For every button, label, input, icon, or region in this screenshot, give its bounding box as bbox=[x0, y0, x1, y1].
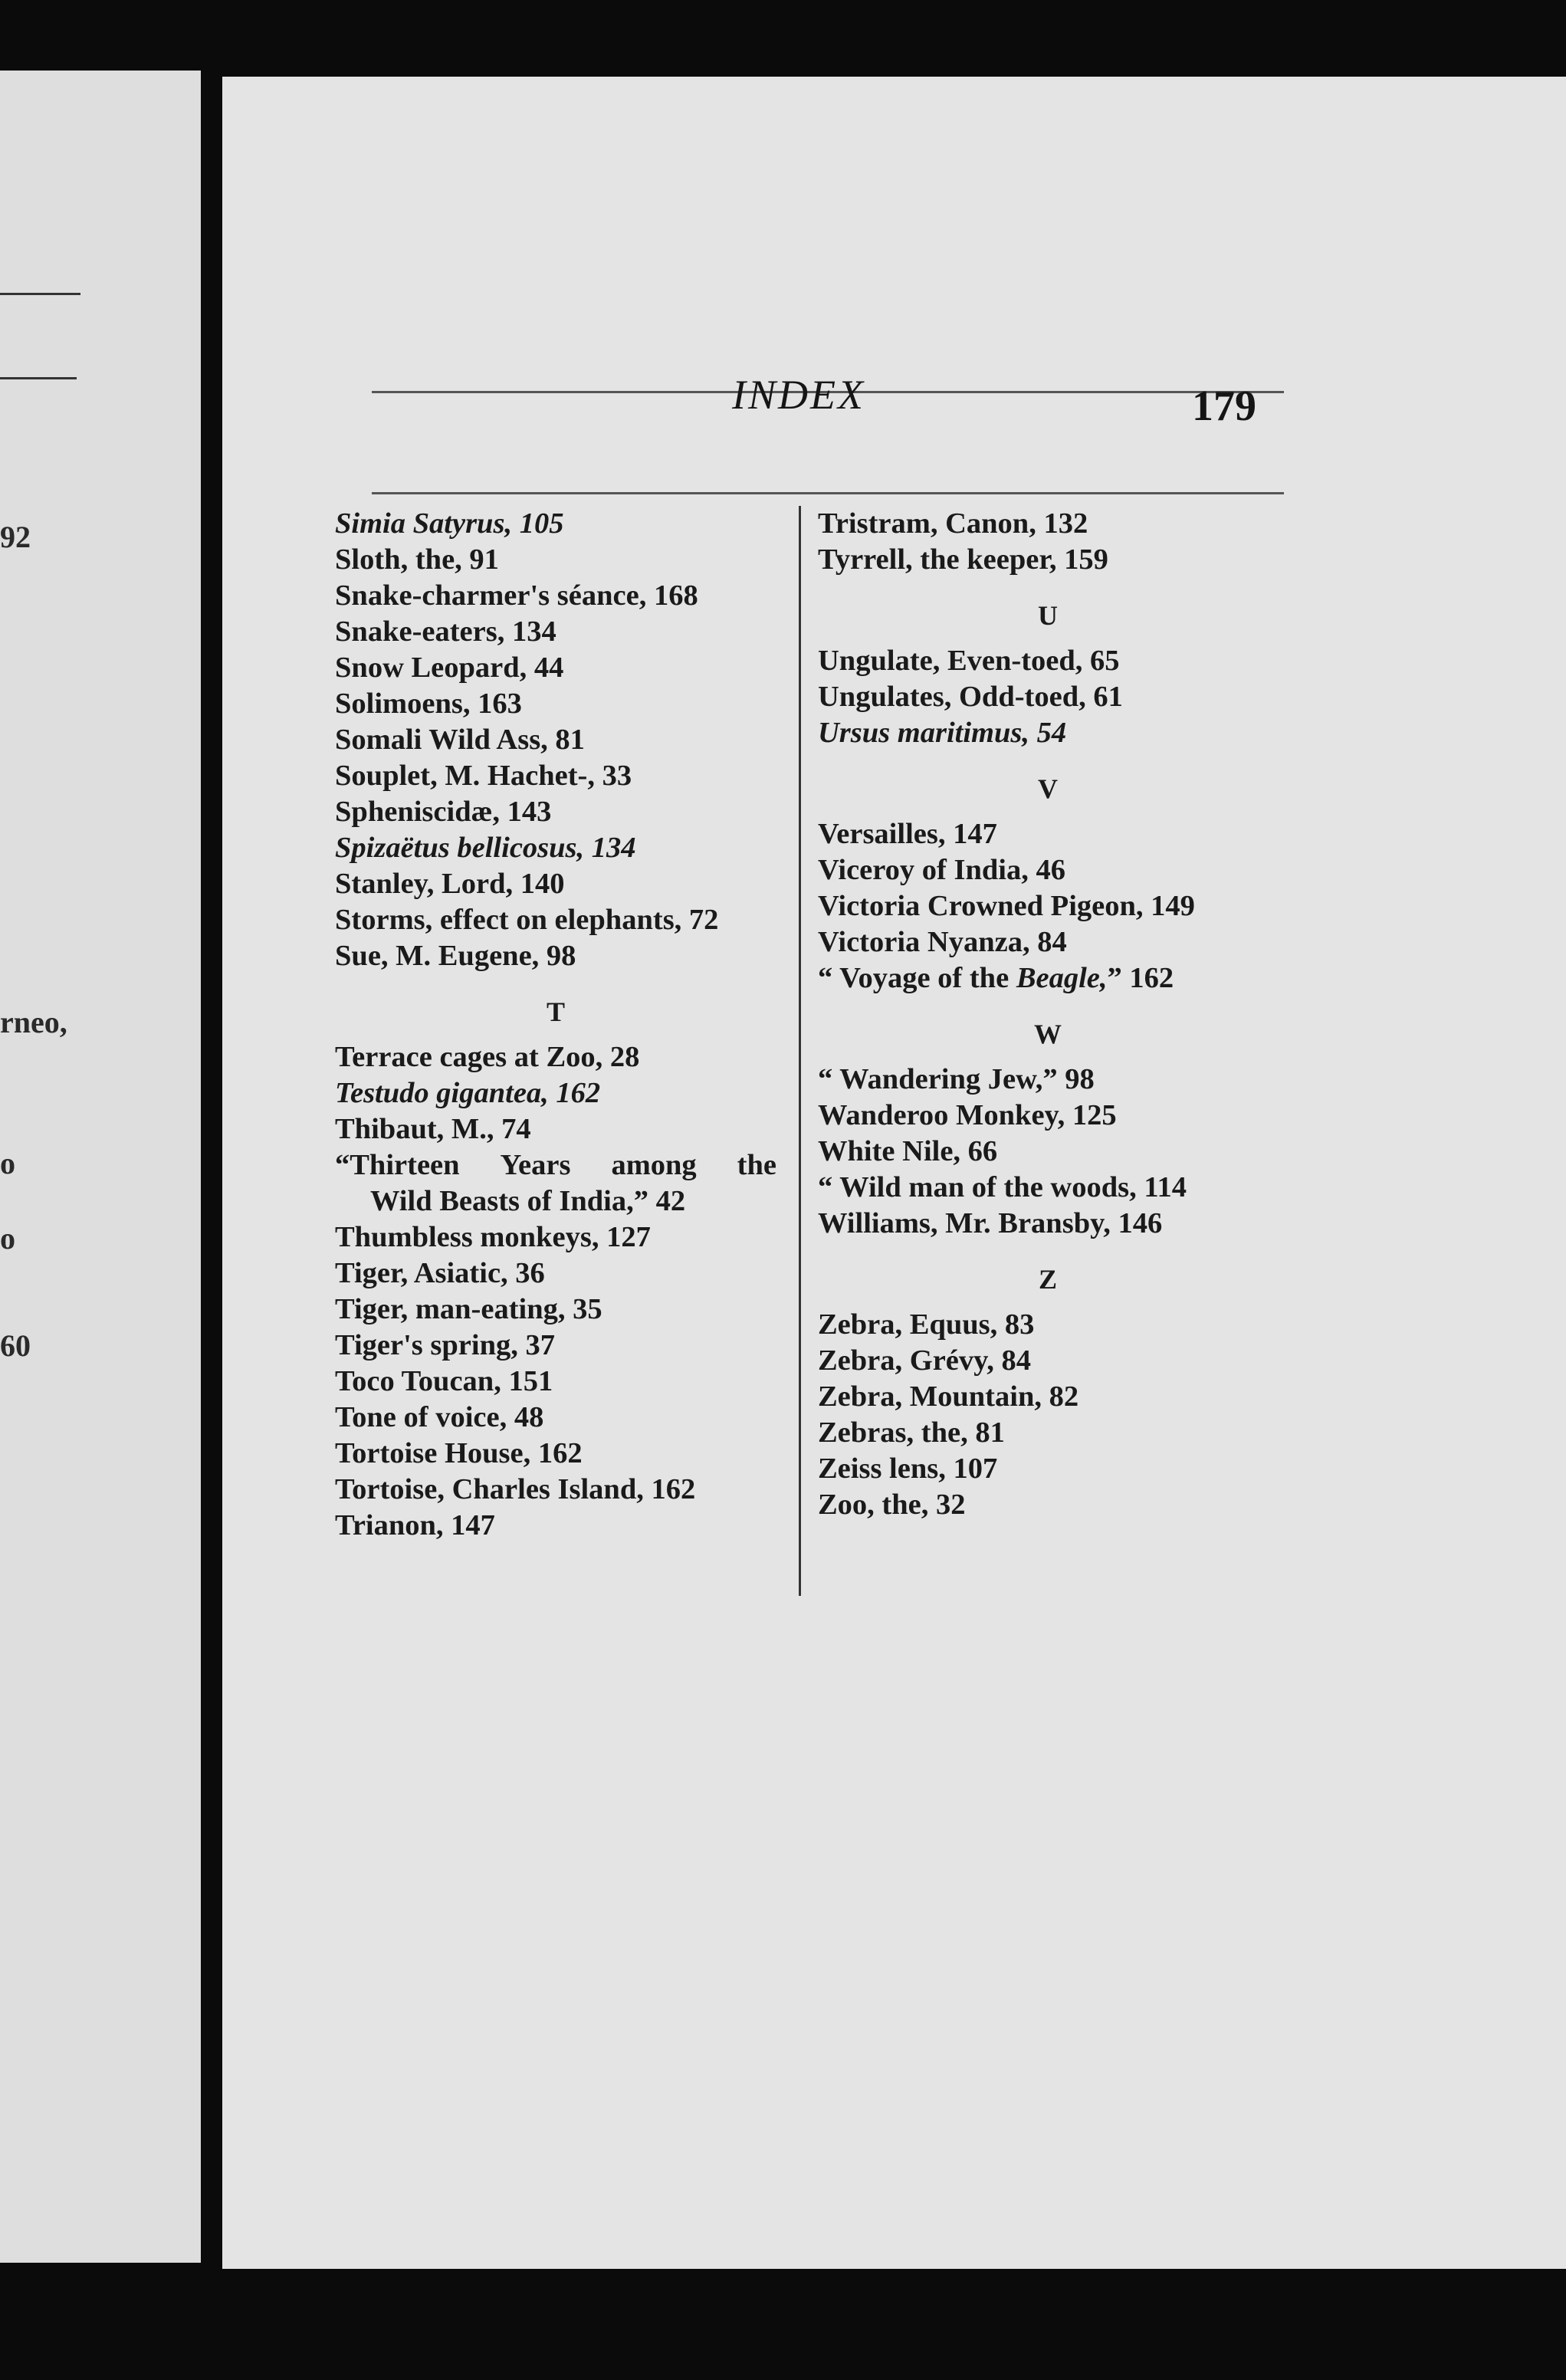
index-entry: White Nile, 66 bbox=[818, 1135, 998, 1167]
column-divider bbox=[799, 506, 801, 1596]
index-page bbox=[222, 77, 1566, 2269]
section-letter-t: T bbox=[546, 996, 565, 1027]
entry-text: “ Voyage of the bbox=[818, 962, 1016, 994]
index-entry: Somali Wild Ass, 81 bbox=[335, 724, 585, 756]
index-entry: Terrace cages at Zoo, 28 bbox=[335, 1041, 640, 1073]
entry-text: ” 162 bbox=[1107, 962, 1174, 994]
index-entry: Zoo, the, 32 bbox=[818, 1489, 966, 1521]
index-entry: Stanley, Lord, 140 bbox=[335, 868, 565, 900]
index-entry: Zeiss lens, 107 bbox=[818, 1453, 998, 1485]
previous-page-fragment: o bbox=[0, 1146, 15, 1180]
index-entry: Tone of voice, 48 bbox=[335, 1401, 544, 1433]
page-header bbox=[372, 314, 1284, 506]
section-t-continued bbox=[818, 506, 1278, 578]
index-entry: Trianon, 147 bbox=[335, 1509, 495, 1541]
index-entry: Tortoise, Charles Island, 162 bbox=[335, 1473, 696, 1505]
index-entry: Zebra, Equus, 83 bbox=[818, 1308, 1035, 1341]
section-z-entries bbox=[818, 1307, 1278, 1523]
section-w-entries bbox=[818, 1062, 1278, 1242]
index-entry: Spheniscidæ, 143 bbox=[335, 796, 552, 828]
section-u-entries bbox=[818, 643, 1278, 751]
previous-page-rule bbox=[0, 377, 77, 379]
index-entry: Snake-eaters, 134 bbox=[335, 616, 556, 648]
section-t-entries bbox=[335, 1039, 776, 1147]
previous-page-fragment: rneo, bbox=[0, 1005, 67, 1039]
index-entry: Zebra, Mountain, 82 bbox=[818, 1380, 1079, 1413]
index-entry: Tiger's spring, 37 bbox=[335, 1329, 556, 1361]
index-entry: Sue, M. Eugene, 98 bbox=[335, 940, 576, 972]
previous-page-fragment: 92 bbox=[0, 520, 31, 554]
previous-page-edge bbox=[0, 71, 201, 2263]
index-entry: Ursus maritimus, 54 bbox=[818, 717, 1067, 749]
index-entry-voyage-beagle bbox=[818, 960, 1278, 996]
index-entry: Tiger, man-eating, 35 bbox=[335, 1293, 602, 1325]
index-entry: Toco Toucan, 151 bbox=[335, 1365, 553, 1397]
section-s-continued bbox=[335, 506, 776, 974]
index-entry: Zebra, Grévy, 84 bbox=[818, 1344, 1032, 1377]
section-letter-w: W bbox=[1034, 1019, 1062, 1049]
index-entry: Thibaut, M., 74 bbox=[335, 1113, 531, 1145]
index-entry: Spizaëtus bellicosus, 134 bbox=[335, 832, 636, 864]
index-entry: Victoria Nyanza, 84 bbox=[818, 926, 1067, 958]
index-entry: Sloth, the, 91 bbox=[335, 543, 499, 576]
index-entry: Wanderoo Monkey, 125 bbox=[818, 1099, 1117, 1131]
entry-word: the bbox=[737, 1149, 776, 1181]
book-gutter bbox=[201, 71, 222, 2263]
index-entry: Souplet, M. Hachet-, 33 bbox=[335, 760, 632, 792]
section-letter-z: Z bbox=[1038, 1264, 1057, 1295]
index-entry: Thumbless monkeys, 127 bbox=[335, 1221, 651, 1253]
section-letter-u: U bbox=[1038, 600, 1058, 631]
index-entry: Viceroy of India, 46 bbox=[818, 854, 1065, 886]
index-entry: “ Wandering Jew,” 98 bbox=[818, 1063, 1095, 1095]
entry-word: Years bbox=[500, 1149, 571, 1181]
previous-page-fragment: o bbox=[0, 1221, 15, 1256]
index-entry-thirteen-years bbox=[335, 1147, 776, 1183]
previous-page-fragment: 60 bbox=[0, 1328, 31, 1363]
index-entry: Williams, Mr. Bransby, 146 bbox=[818, 1207, 1163, 1239]
entry-word: among bbox=[611, 1149, 697, 1181]
index-entry: Testudo gigantea, 162 bbox=[335, 1077, 601, 1109]
index-entry: Tyrrell, the keeper, 159 bbox=[818, 543, 1108, 576]
index-entry: Tiger, Asiatic, 36 bbox=[335, 1257, 545, 1289]
previous-page-rule bbox=[0, 293, 80, 295]
index-entry: Snake-charmer's séance, 168 bbox=[335, 579, 698, 612]
index-entry: Victoria Crowned Pigeon, 149 bbox=[818, 890, 1195, 922]
index-entry: Zebras, the, 81 bbox=[818, 1417, 1005, 1449]
index-entry: Storms, effect on elephants, 72 bbox=[335, 904, 719, 936]
section-v-entries bbox=[818, 816, 1278, 960]
page-number: 179 bbox=[1192, 382, 1256, 430]
index-entry: Versailles, 147 bbox=[818, 818, 997, 850]
index-entry: Simia Satyrus, 105 bbox=[335, 507, 564, 540]
header-bottom-rule bbox=[372, 492, 1284, 494]
index-entry: Ungulates, Odd-toed, 61 bbox=[818, 681, 1123, 713]
index-column-left bbox=[335, 506, 776, 1544]
section-t-entries-continued bbox=[335, 1220, 776, 1544]
running-head: INDEX bbox=[732, 372, 865, 418]
index-column-right bbox=[818, 506, 1278, 1523]
index-entry: Ungulate, Even-toed, 65 bbox=[818, 645, 1120, 677]
index-entry: “ Wild man of the woods, 114 bbox=[818, 1171, 1187, 1203]
index-entry-continuation: Wild Beasts of India,” 42 bbox=[370, 1185, 686, 1217]
index-entry: Tristram, Canon, 132 bbox=[818, 507, 1088, 540]
index-entry: Solimoens, 163 bbox=[335, 688, 522, 720]
index-entry: Snow Leopard, 44 bbox=[335, 652, 564, 684]
entry-word: “Thirteen bbox=[335, 1149, 460, 1181]
section-letter-v: V bbox=[1038, 773, 1058, 804]
entry-italic-title: Beagle, bbox=[1016, 962, 1108, 994]
index-entry: Tortoise House, 162 bbox=[335, 1437, 583, 1469]
